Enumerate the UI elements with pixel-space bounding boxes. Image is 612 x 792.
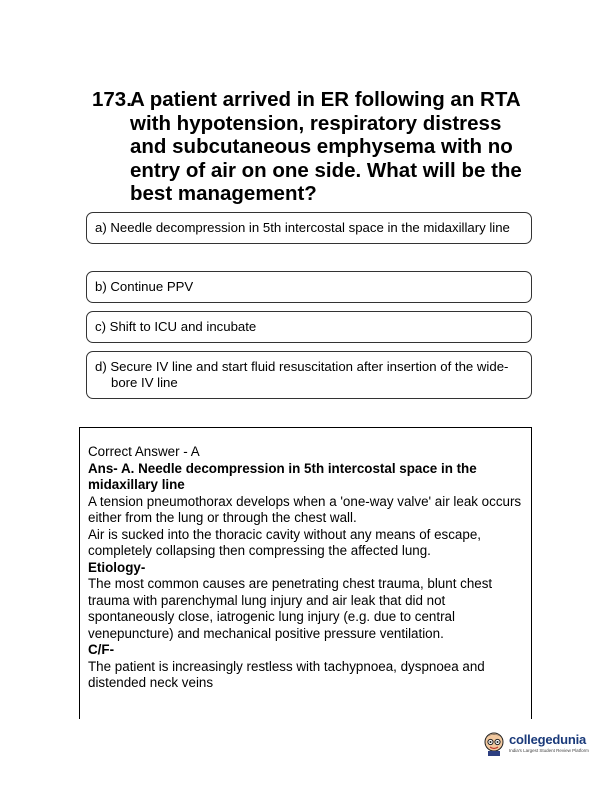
answer-box (79, 427, 532, 719)
option-b[interactable] (86, 271, 532, 303)
option-a[interactable] (86, 212, 532, 244)
question (92, 88, 532, 206)
option-c[interactable] (86, 311, 532, 343)
collegedunia-logo (482, 729, 589, 759)
option-d-label: d) Secure IV line and start fluid resuscitation after insertion of the wide-bore IV line (95, 359, 509, 390)
etiology-text: The most common causes are penetrating chest trauma, blunt chest trauma with parenchymal lung injury and air leak that did not spontaneously close, iatrogenic lung injury (e.g. due to central venepuncture) and mechanical positive pressure ventilation. (88, 576, 493, 641)
cf-text: The patient is increasingly restless with tachypnoea, dyspnoea and distended neck veins (88, 658, 485, 690)
etiology-label: Etiology- (88, 559, 146, 575)
question-number: 173. (92, 88, 132, 111)
mascot-icon (482, 729, 506, 757)
cf-item (88, 659, 523, 692)
option-d[interactable] (86, 351, 532, 399)
correct-answer: Correct Answer - A (88, 444, 200, 459)
answer-paragraph-2: Air is sucked into the thoracic cavity without any means of escape, completely collapsing then compressing the affected lung. (88, 526, 481, 558)
cf-label: C/F- (88, 642, 115, 657)
logo-tagline: India's Largest Student Review Platform (509, 748, 589, 753)
logo-name: collegedunia (509, 732, 587, 747)
answer-heading: Ans- A. Needle decompression in 5th intercostal space in the midaxillary line (88, 460, 477, 492)
option-b-label: b) Continue PPV (95, 279, 194, 294)
option-a-label: a) Needle decompression in 5th intercostal space in the midaxillary line (95, 220, 510, 235)
option-c-label: c) Shift to ICU and incubate (95, 319, 257, 334)
question-text: A patient arrived in ER following an RTA with hypotension, respiratory distress and subcutaneous emphysema with no entry of air on one side. What will be the best management? (130, 88, 522, 205)
etiology-item (88, 576, 523, 642)
answer-paragraph-1: A tension pneumothorax develops when a 'one-way valve' air leak occurs either from the lung or through the chest wall. (88, 493, 522, 525)
